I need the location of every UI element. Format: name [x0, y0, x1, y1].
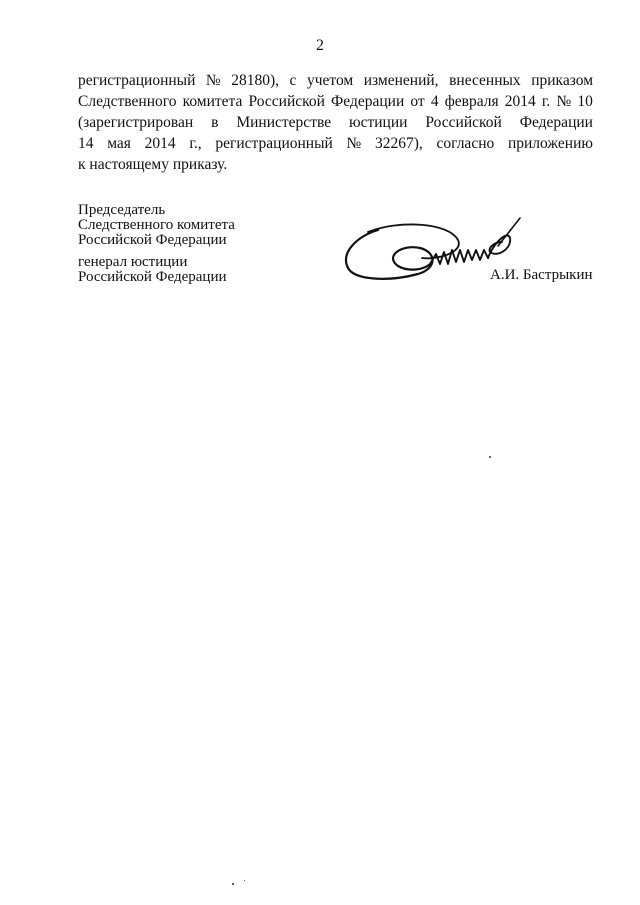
body-line-5: к настоящему приказу. — [78, 156, 228, 173]
body-word: от — [410, 93, 425, 110]
page-number: 2 — [316, 37, 324, 54]
body-word: приложению — [507, 135, 593, 152]
rank-line-1: генерал юстиции — [78, 254, 188, 270]
body-word: 32267), — [375, 135, 423, 152]
position-line-1: Председатель — [78, 202, 166, 218]
body-word: февраля — [444, 93, 499, 110]
body-word: согласно — [436, 135, 495, 152]
body-word: № — [346, 135, 362, 152]
scan-speck — [489, 456, 491, 458]
body-word: Следственного — [78, 93, 177, 110]
signatory-name: А.И. Бастрыкин — [490, 267, 593, 283]
signatory-position — [78, 203, 235, 248]
body-word: изменений, — [363, 72, 439, 89]
body-word: 28180), — [231, 72, 280, 89]
body-word: 14 — [78, 135, 94, 152]
body-line-1 — [78, 70, 593, 91]
body-word: 4 — [430, 93, 439, 110]
body-word: № — [205, 72, 221, 89]
body-word: Федерации — [331, 93, 405, 110]
body-word: Министерстве — [236, 114, 332, 131]
scan-speck — [232, 883, 234, 885]
body-word: комитета — [182, 93, 243, 110]
body-word: г., — [189, 135, 202, 152]
scan-speck — [244, 880, 245, 881]
body-word: 2014 — [144, 135, 176, 152]
body-word: 10 — [577, 93, 593, 110]
body-line-4 — [78, 133, 593, 154]
body-word: г. — [541, 93, 551, 110]
body-word: в — [211, 114, 219, 131]
body-word: Российской — [425, 114, 502, 131]
signatory-rank — [78, 255, 227, 285]
body-word: учетом — [306, 72, 354, 89]
body-word: (зарегистрирован — [78, 114, 194, 131]
body-word: юстиции — [349, 114, 408, 131]
position-line-2: Следственного комитета — [78, 217, 235, 233]
body-paragraph — [78, 70, 593, 175]
body-word: Федерации — [519, 114, 593, 131]
body-word: регистрационный — [78, 72, 196, 89]
rank-line-2: Российской Федерации — [78, 269, 227, 285]
body-word: 2014 — [504, 93, 536, 110]
body-word: Российской — [248, 93, 325, 110]
body-line-2 — [78, 91, 593, 112]
body-word: с — [289, 72, 297, 89]
body-word: приказом — [531, 72, 593, 89]
body-line-3 — [78, 112, 593, 133]
body-word: внесенных — [449, 72, 521, 89]
body-word: мая — [107, 135, 131, 152]
position-line-3: Российской Федерации — [78, 232, 227, 248]
body-word: регистрационный — [215, 135, 333, 152]
body-word: № — [556, 93, 572, 110]
